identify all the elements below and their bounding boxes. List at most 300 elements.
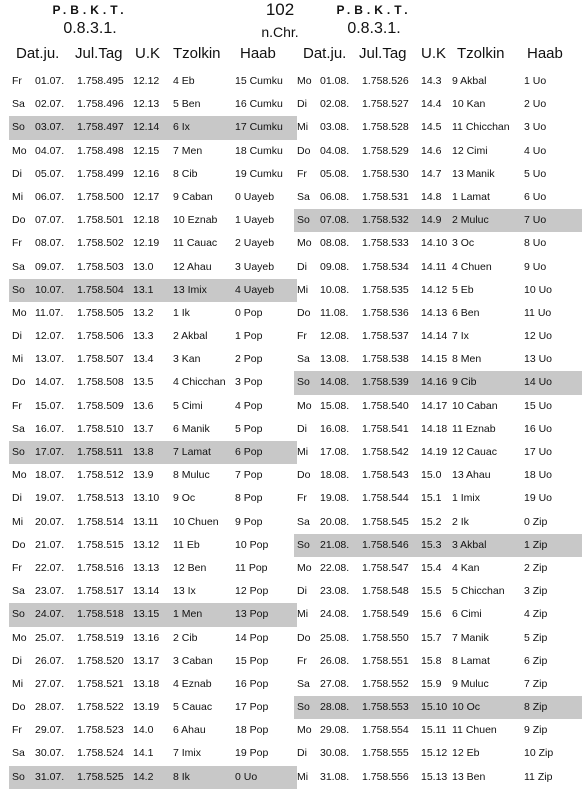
- tzolkin-cell: 4 Chicchan: [173, 376, 226, 389]
- tzolkin-cell: 2 Akbal: [173, 330, 208, 343]
- uk-cell: 15.9: [421, 677, 442, 690]
- julian-day-cell: 1.758.518: [77, 608, 124, 621]
- table-row: [9, 418, 297, 441]
- julian-day-cell: 1.758.531: [362, 190, 409, 203]
- date-cell: 27.08.: [320, 677, 350, 690]
- tzolkin-cell: 12 Cimi: [452, 144, 488, 157]
- tzolkin-cell: 5 Cauac: [173, 701, 213, 714]
- tzolkin-cell: 11 Chuen: [452, 724, 497, 737]
- julian-day-cell: 1.758.507: [77, 353, 124, 366]
- uk-cell: 14.7: [421, 167, 442, 180]
- julian-day-cell: 1.758.543: [362, 469, 409, 482]
- tzolkin-cell: 1 Ik: [173, 306, 190, 319]
- july-table: [9, 70, 297, 789]
- tzolkin-cell: 10 Kan: [452, 98, 486, 111]
- weekday-cell: Fr: [297, 654, 307, 667]
- era-label: n.Chr.: [261, 24, 299, 40]
- date-cell: 07.07.: [35, 214, 65, 227]
- left-long-count: 0.8.3.1.: [63, 20, 117, 37]
- haab-cell: 18 Pop: [235, 724, 269, 737]
- tzolkin-cell: 5 Ben: [173, 98, 201, 111]
- haab-cell: 15 Pop: [235, 654, 269, 667]
- haab-cell: 1 Uayeb: [235, 214, 275, 227]
- uk-cell: 15.3: [421, 538, 442, 551]
- haab-cell: 9 Uo: [524, 260, 547, 273]
- weekday-cell: Fr: [12, 399, 22, 412]
- julian-day-cell: 1.758.539: [362, 376, 409, 389]
- uk-cell: 13.10: [133, 492, 160, 505]
- haab-cell: 14 Pop: [235, 631, 269, 644]
- uk-cell: 14.17: [421, 399, 448, 412]
- tzolkin-cell: 6 Ahau: [173, 724, 206, 737]
- haab-cell: 6 Pop: [235, 446, 263, 458]
- weekday-cell: Sa: [297, 353, 310, 366]
- date-cell: 24.07.: [35, 608, 65, 621]
- right-pbkt-label: P.B.K.T.: [336, 3, 412, 17]
- julian-day-cell: 1.758.549: [362, 608, 409, 621]
- weekday-cell: Mi: [297, 770, 309, 783]
- haab-cell: 2 Zip: [524, 561, 548, 574]
- tzolkin-cell: 12 Ben: [173, 561, 207, 574]
- julian-day-cell: 1.758.538: [362, 353, 409, 366]
- julian-day-cell: 1.758.512: [77, 469, 124, 482]
- table-row: [294, 650, 582, 673]
- tzolkin-cell: 2 Ik: [452, 515, 469, 528]
- tzolkin-cell: 5 Cimi: [173, 399, 203, 412]
- tzolkin-cell: 11 Eb: [173, 538, 200, 551]
- uk-cell: 14.3: [421, 75, 442, 87]
- tzolkin-cell: 7 Lamat: [173, 446, 211, 458]
- tzolkin-cell: 2 Cib: [173, 631, 198, 644]
- haab-cell: 12 Pop: [235, 585, 269, 598]
- weekday-cell: So: [12, 770, 25, 783]
- weekday-cell: So: [297, 214, 310, 227]
- haab-cell: 17 Pop: [235, 701, 269, 714]
- date-cell: 11.08.: [320, 306, 349, 319]
- weekday-cell: So: [12, 283, 25, 296]
- col-header-uk: U.K: [135, 45, 161, 62]
- tzolkin-cell: 4 Kan: [452, 561, 480, 574]
- tzolkin-cell: 11 Cauac: [173, 237, 218, 250]
- uk-cell: 13.19: [133, 701, 160, 714]
- julian-day-cell: 1.758.496: [77, 98, 124, 111]
- uk-cell: 14.0: [133, 724, 154, 737]
- tzolkin-cell: 8 Muluc: [173, 469, 210, 482]
- haab-cell: 4 Pop: [235, 399, 263, 412]
- weekday-cell: Sa: [297, 677, 310, 690]
- col-header-uk: U.K: [421, 45, 447, 62]
- uk-cell: 13.1: [133, 283, 154, 296]
- tzolkin-cell: 3 Akbal: [452, 538, 487, 551]
- table-row: [9, 441, 297, 464]
- uk-cell: 15.7: [421, 631, 442, 644]
- haab-cell: 8 Uo: [524, 237, 547, 250]
- date-cell: 12.08.: [320, 330, 350, 343]
- haab-cell: 18 Uo: [524, 469, 553, 482]
- uk-cell: 15.1: [421, 492, 442, 505]
- table-row: [9, 209, 297, 232]
- table-row: [9, 627, 297, 650]
- uk-cell: 13.15: [133, 608, 160, 621]
- col-header-julian: Jul.Tag: [75, 45, 123, 62]
- table-row: [9, 232, 297, 255]
- julian-day-cell: 1.758.528: [362, 121, 409, 134]
- uk-cell: 14.9: [421, 214, 442, 227]
- weekday-cell: Do: [12, 538, 26, 551]
- weekday-cell: Mi: [12, 190, 24, 203]
- table-row: [294, 627, 582, 650]
- haab-cell: 16 Uo: [524, 422, 553, 435]
- table-row: [9, 580, 297, 603]
- haab-cell: 1 Uo: [524, 75, 547, 87]
- table-row: [294, 719, 582, 742]
- tzolkin-cell: 4 Chuen: [452, 260, 492, 273]
- date-cell: 04.08.: [320, 144, 350, 157]
- julian-day-cell: 1.758.540: [362, 399, 409, 412]
- uk-cell: 14.11: [421, 260, 447, 273]
- weekday-cell: Sa: [12, 422, 25, 435]
- table-row: [294, 70, 582, 93]
- weekday-cell: Sa: [297, 190, 310, 203]
- uk-cell: 15.10: [421, 701, 448, 714]
- haab-cell: 5 Zip: [524, 631, 548, 644]
- date-cell: 26.08.: [320, 654, 350, 667]
- date-cell: 05.08.: [320, 167, 350, 180]
- date-cell: 30.08.: [320, 747, 350, 760]
- table-row: [9, 766, 297, 789]
- table-row: [294, 325, 582, 348]
- date-cell: 15.08.: [320, 399, 350, 412]
- table-row: [9, 511, 297, 534]
- tzolkin-cell: 13 Ix: [173, 585, 196, 598]
- left-pbkt-label: P.B.K.T.: [52, 3, 128, 17]
- table-row: [294, 186, 582, 209]
- weekday-cell: Do: [297, 144, 311, 157]
- tzolkin-cell: 2 Muluc: [452, 214, 489, 227]
- weekday-cell: Fr: [297, 167, 307, 180]
- date-cell: 14.08.: [320, 376, 350, 389]
- haab-cell: 0 Uayeb: [235, 190, 275, 203]
- date-cell: 02.08.: [320, 98, 350, 111]
- tzolkin-cell: 5 Eb: [452, 283, 474, 296]
- julian-day-cell: 1.758.514: [77, 515, 124, 528]
- date-cell: 21.07.: [35, 538, 65, 551]
- table-row: [9, 302, 297, 325]
- haab-cell: 4 Uo: [524, 144, 547, 157]
- weekday-cell: Di: [297, 260, 307, 273]
- julian-day-cell: 1.758.524: [77, 747, 124, 760]
- haab-cell: 10 Zip: [524, 747, 554, 760]
- haab-cell: 16 Pop: [235, 677, 269, 690]
- weekday-cell: So: [12, 121, 25, 134]
- uk-cell: 14.1: [133, 747, 154, 760]
- weekday-cell: Mi: [297, 608, 309, 621]
- table-row: [9, 371, 297, 394]
- weekday-cell: Mo: [12, 306, 27, 319]
- uk-cell: 13.6: [133, 399, 154, 412]
- tzolkin-cell: 6 Ix: [173, 121, 190, 134]
- table-row: [9, 719, 297, 742]
- julian-day-cell: 1.758.501: [77, 214, 124, 227]
- date-cell: 17.08.: [320, 446, 350, 458]
- date-cell: 28.07.: [35, 701, 65, 714]
- table-row: [294, 418, 582, 441]
- table-row: [9, 557, 297, 580]
- tzolkin-cell: 9 Cib: [452, 376, 477, 389]
- julian-day-cell: 1.758.550: [362, 631, 409, 644]
- julian-day-cell: 1.758.533: [362, 237, 409, 250]
- haab-cell: 13 Pop: [235, 608, 269, 621]
- uk-cell: 13.12: [133, 538, 160, 551]
- table-row: [9, 93, 297, 116]
- tzolkin-cell: 13 Manik: [452, 167, 495, 180]
- table-row: [9, 534, 297, 557]
- date-cell: 31.07.: [35, 770, 65, 783]
- haab-cell: 12 Uo: [524, 330, 553, 343]
- haab-cell: 15 Uo: [524, 399, 553, 412]
- date-cell: 29.07.: [35, 724, 65, 737]
- weekday-cell: Fr: [12, 237, 22, 250]
- table-row: [294, 534, 582, 557]
- haab-cell: 2 Uo: [524, 98, 547, 111]
- julian-day-cell: 1.758.532: [362, 214, 409, 227]
- date-cell: 18.08.: [320, 469, 350, 482]
- date-cell: 10.07.: [35, 283, 65, 296]
- haab-cell: 4 Uayeb: [235, 283, 275, 296]
- uk-cell: 13.8: [133, 446, 154, 458]
- julian-day-cell: 1.758.525: [77, 770, 124, 783]
- julian-day-cell: 1.758.552: [362, 677, 409, 690]
- haab-cell: 19 Cumku: [235, 167, 283, 180]
- weekday-cell: Do: [12, 214, 26, 227]
- julian-day-cell: 1.758.521: [77, 677, 124, 690]
- uk-cell: 12.15: [133, 144, 160, 157]
- tzolkin-cell: 1 Imix: [452, 492, 481, 505]
- date-cell: 16.07.: [35, 422, 65, 435]
- date-cell: 04.07.: [35, 144, 65, 157]
- haab-cell: 5 Pop: [235, 422, 263, 435]
- weekday-cell: Sa: [297, 515, 310, 528]
- weekday-cell: Fr: [12, 561, 22, 574]
- weekday-cell: Di: [297, 585, 307, 598]
- haab-cell: 8 Pop: [235, 492, 263, 505]
- date-cell: 30.07.: [35, 747, 65, 760]
- weekday-cell: Fr: [297, 492, 307, 505]
- julian-day-cell: 1.758.515: [77, 538, 124, 551]
- julian-day-cell: 1.758.545: [362, 515, 409, 528]
- date-cell: 31.08.: [320, 770, 350, 783]
- tzolkin-cell: 9 Akbal: [452, 75, 487, 87]
- table-row: [294, 163, 582, 186]
- date-cell: 06.08.: [320, 190, 350, 203]
- date-cell: 07.08.: [320, 214, 350, 227]
- uk-cell: 14.12: [421, 283, 448, 296]
- date-cell: 18.07.: [35, 469, 65, 482]
- haab-cell: 3 Zip: [524, 585, 548, 598]
- date-cell: 22.07.: [35, 561, 65, 574]
- weekday-cell: Mo: [12, 144, 27, 157]
- uk-cell: 12.14: [133, 121, 160, 134]
- julian-day-cell: 1.758.548: [362, 585, 409, 598]
- date-cell: 17.07.: [35, 446, 65, 458]
- julian-day-cell: 1.758.500: [77, 190, 124, 203]
- date-cell: 08.07.: [35, 237, 65, 250]
- weekday-cell: Mi: [12, 677, 24, 690]
- weekday-cell: Fr: [12, 724, 22, 737]
- julian-day-cell: 1.758.505: [77, 306, 124, 319]
- uk-cell: 12.17: [133, 190, 160, 203]
- table-row: [9, 696, 297, 719]
- table-row: [294, 93, 582, 116]
- uk-cell: 14.18: [421, 422, 448, 435]
- julian-day-cell: 1.758.498: [77, 144, 124, 157]
- julian-day-cell: 1.758.534: [362, 260, 409, 273]
- julian-day-cell: 1.758.537: [362, 330, 409, 343]
- uk-cell: 13.14: [133, 585, 160, 598]
- julian-day-cell: 1.758.519: [77, 631, 124, 644]
- uk-cell: 14.4: [421, 98, 442, 111]
- weekday-cell: Sa: [12, 747, 25, 760]
- table-row: [294, 742, 582, 765]
- uk-cell: 13.9: [133, 469, 154, 482]
- haab-cell: 6 Uo: [524, 190, 547, 203]
- weekday-cell: Mi: [12, 515, 24, 528]
- table-row: [9, 116, 297, 139]
- uk-cell: 12.16: [133, 167, 160, 180]
- uk-cell: 13.3: [133, 330, 154, 343]
- date-cell: 23.08.: [320, 585, 350, 598]
- julian-day-cell: 1.758.510: [77, 422, 124, 435]
- date-cell: 27.07.: [35, 677, 65, 690]
- date-cell: 03.08.: [320, 121, 350, 134]
- julian-day-cell: 1.758.541: [362, 422, 409, 435]
- julian-day-cell: 1.758.511: [77, 446, 123, 458]
- julian-day-cell: 1.758.547: [362, 561, 409, 574]
- haab-cell: 19 Uo: [524, 492, 553, 505]
- date-cell: 15.07.: [35, 399, 65, 412]
- table-row: [294, 766, 582, 789]
- julian-day-cell: 1.758.551: [362, 654, 409, 667]
- table-row: [294, 673, 582, 696]
- col-header-tzolkin: Tzolkin: [457, 45, 505, 62]
- julian-day-cell: 1.758.536: [362, 306, 409, 319]
- tzolkin-cell: 6 Ben: [452, 306, 480, 319]
- col-header-julian: Jul.Tag: [359, 45, 407, 62]
- tzolkin-cell: 10 Caban: [452, 399, 498, 412]
- date-cell: 16.08.: [320, 422, 350, 435]
- weekday-cell: Mo: [297, 75, 312, 87]
- tzolkin-cell: 12 Ahau: [173, 260, 212, 273]
- weekday-cell: Fr: [12, 75, 22, 87]
- tzolkin-cell: 6 Manik: [173, 422, 210, 435]
- table-row: [294, 232, 582, 255]
- date-cell: 21.08.: [320, 538, 350, 551]
- haab-cell: 1 Pop: [235, 330, 263, 343]
- haab-cell: 0 Pop: [235, 306, 263, 319]
- date-cell: 20.07.: [35, 515, 65, 528]
- weekday-cell: Di: [297, 747, 307, 760]
- tzolkin-cell: 1 Men: [173, 608, 203, 621]
- right-long-count: 0.8.3.1.: [347, 20, 401, 37]
- haab-cell: 11 Uo: [524, 306, 552, 319]
- julian-day-cell: 1.758.495: [77, 75, 124, 87]
- col-header-haab: Haab: [240, 45, 276, 62]
- table-row: [294, 209, 582, 232]
- table-row: [294, 279, 582, 302]
- date-cell: 03.07.: [35, 121, 65, 134]
- haab-cell: 5 Uo: [524, 167, 547, 180]
- haab-cell: 2 Uayeb: [235, 237, 275, 250]
- haab-cell: 7 Pop: [235, 469, 263, 482]
- date-cell: 29.08.: [320, 724, 350, 737]
- haab-cell: 11 Zip: [524, 770, 553, 783]
- table-row: [294, 256, 582, 279]
- date-cell: 09.07.: [35, 260, 65, 273]
- uk-cell: 15.5: [421, 585, 442, 598]
- tzolkin-cell: 12 Eb: [452, 747, 480, 760]
- julian-day-cell: 1.758.546: [362, 538, 409, 551]
- haab-cell: 14 Uo: [524, 376, 553, 389]
- date-cell: 22.08.: [320, 561, 350, 574]
- table-row: [294, 140, 582, 163]
- table-row: [294, 696, 582, 719]
- uk-cell: 12.19: [133, 237, 160, 250]
- table-row: [294, 348, 582, 371]
- table-row: [9, 163, 297, 186]
- date-cell: 23.07.: [35, 585, 65, 598]
- date-cell: 11.07.: [35, 306, 64, 319]
- weekday-cell: So: [297, 701, 310, 714]
- tzolkin-cell: 9 Oc: [173, 492, 196, 505]
- julian-day-cell: 1.758.555: [362, 747, 409, 760]
- date-cell: 24.08.: [320, 608, 350, 621]
- tzolkin-cell: 4 Eznab: [173, 677, 212, 690]
- weekday-cell: Do: [12, 701, 26, 714]
- tzolkin-cell: 10 Chuen: [173, 515, 219, 528]
- julian-day-cell: 1.758.556: [362, 770, 409, 783]
- table-row: [9, 742, 297, 765]
- date-cell: 19.08.: [320, 492, 350, 505]
- tzolkin-cell: 13 Ben: [452, 770, 486, 783]
- weekday-cell: So: [12, 446, 25, 458]
- table-row: [9, 70, 297, 93]
- date-cell: 20.08.: [320, 515, 350, 528]
- date-cell: 02.07.: [35, 98, 65, 111]
- julian-day-cell: 1.758.526: [362, 75, 409, 87]
- tzolkin-cell: 8 Men: [452, 353, 482, 366]
- haab-cell: 8 Zip: [524, 701, 548, 714]
- uk-cell: 13.16: [133, 631, 160, 644]
- uk-cell: 15.2: [421, 515, 442, 528]
- weekday-cell: Mo: [297, 399, 312, 412]
- uk-cell: 13.17: [133, 654, 160, 667]
- weekday-cell: Fr: [297, 330, 307, 343]
- julian-day-cell: 1.758.529: [362, 144, 409, 157]
- table-row: [294, 395, 582, 418]
- tzolkin-cell: 3 Caban: [173, 654, 213, 667]
- haab-cell: 6 Zip: [524, 654, 548, 667]
- julian-day-cell: 1.758.506: [77, 330, 124, 343]
- col-header-haab: Haab: [527, 45, 563, 62]
- uk-cell: 13.18: [133, 677, 160, 690]
- julian-day-cell: 1.758.509: [77, 399, 124, 412]
- uk-cell: 14.14: [421, 330, 448, 343]
- table-row: [9, 487, 297, 510]
- julian-day-cell: 1.758.502: [77, 237, 124, 250]
- haab-cell: 7 Zip: [524, 677, 548, 690]
- uk-cell: 14.15: [421, 353, 448, 366]
- uk-cell: 14.8: [421, 190, 442, 203]
